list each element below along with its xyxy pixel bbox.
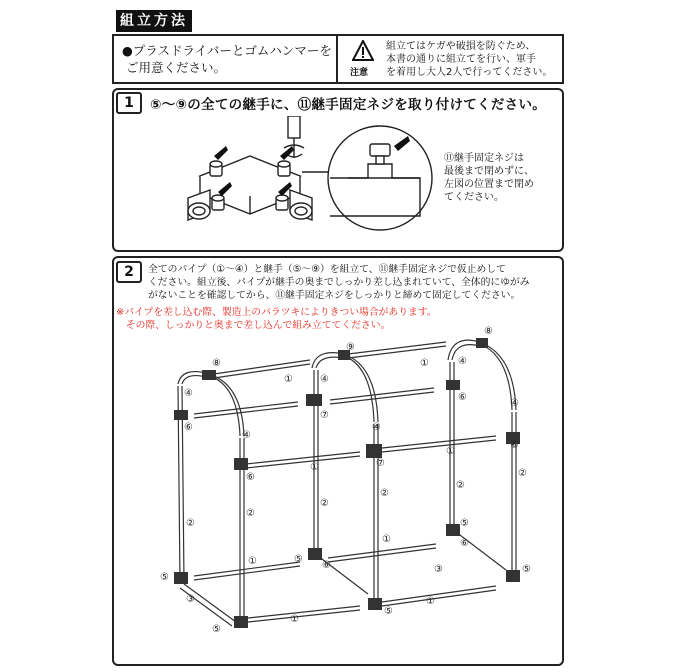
step1-note-line-3: 左図の位置まで閉め: [444, 179, 534, 190]
preparation-text: [122, 42, 332, 76]
label-n5-d: ⑤: [522, 564, 531, 575]
step2-number: 2: [116, 261, 142, 283]
label-n2-f: ②: [518, 468, 527, 479]
step1-note: [444, 152, 562, 204]
preparation-line-1: ●プラスドライバーとゴムハンマーを: [122, 43, 332, 58]
caution-label: 注意: [350, 68, 369, 78]
label-n4-b: ④: [458, 356, 467, 367]
label-n2-e: ②: [456, 480, 465, 491]
step1-number: 1: [116, 92, 142, 114]
label-n3-b: ③: [434, 564, 443, 575]
warning-triangle-icon: [352, 40, 374, 62]
label-n6-c: ⑥: [246, 472, 255, 483]
label-n4-f: ④: [372, 422, 381, 433]
caution-text: [386, 40, 562, 79]
label-n1-f: ①: [382, 534, 391, 545]
caution-line-1: 組立てはケガや破損を防ぐため、: [386, 41, 536, 52]
label-n4-e: ④: [242, 430, 251, 441]
label-n5-e: ⑤: [384, 606, 393, 617]
label-n1-h: ①: [426, 596, 435, 607]
label-n6-d: ⑥: [510, 440, 519, 451]
label-n1-c: ①: [310, 462, 319, 473]
frame-assembly-diagram: [150, 326, 540, 656]
step1-note-line-1: ⑪継手固定ネジは: [444, 153, 524, 164]
label-n6-f: ⑥: [460, 538, 469, 549]
step1-title: ⑤～⑨の全ての継手に、⑪継手固定ネジを取り付けてください。: [150, 97, 547, 113]
preparation-line-2: ご用意ください。: [126, 60, 227, 75]
label-n5-a: ⑤: [160, 572, 169, 583]
label-n6-a: ⑥: [184, 422, 193, 433]
preparation-divider: [336, 34, 338, 84]
label-n1-d: ①: [446, 446, 455, 457]
step2-line-3: がないことを確認してから、⑪継手固定ネジをしっかりと締めて固定してください。: [148, 290, 521, 301]
label-n4-d: ④: [510, 398, 519, 409]
label-n2-b: ②: [246, 508, 255, 519]
step1-note-line-4: てください。: [444, 192, 504, 203]
label-n9: ⑨: [346, 342, 355, 353]
label-n6-b: ⑥: [458, 392, 467, 403]
section-title: 組立方法: [116, 10, 192, 32]
label-n1-a: ①: [284, 374, 293, 385]
label-n4-c: ④: [184, 388, 193, 399]
step2-line-1: 全てのパイプ（①～④）と継手（⑤～⑨）を組立て、⑪継手固定ネジで仮止めして: [148, 264, 506, 275]
label-n6-e: ⑥: [322, 560, 331, 571]
step1-note-line-2: 最後まで閉めずに、: [444, 166, 534, 177]
step2-instructions: [148, 263, 560, 302]
step2-line-2: ください。組立後、パイプが継手の奥までしっかり差し込まれていて、全体的にゆがみ: [148, 277, 530, 288]
step1-joint-illustration: [180, 116, 450, 250]
step2-warning-line-1: ※パイプを差し込む際、製造上のバラツキによりきつい場合があります。: [116, 307, 437, 318]
label-n7-a: ⑦: [320, 410, 329, 421]
label-n1-b: ①: [420, 358, 429, 369]
label-n7-b: ⑦: [376, 458, 385, 469]
caution-line-2: 本書の通りに組立てを行い、軍手: [386, 54, 536, 65]
label-n2-d: ②: [380, 488, 389, 499]
label-n3-a: ③: [186, 594, 195, 605]
label-n5-f: ⑤: [212, 624, 221, 635]
label-n8-b: ⑧: [484, 326, 493, 337]
label-n2-a: ②: [186, 518, 195, 529]
label-n8-a: ⑧: [212, 358, 221, 369]
label-n2-c: ②: [320, 498, 329, 509]
label-n1-e: ①: [248, 556, 257, 567]
caution-line-3: を着用し大人2人で行ってください。: [386, 67, 553, 78]
label-n1-g: ①: [290, 614, 299, 625]
label-n5-b: ⑤: [294, 554, 303, 565]
step2-warning-line-2: その際、しっかりと奥まで差し込んで組み立ててください。: [116, 320, 391, 331]
label-n5-c: ⑤: [460, 518, 469, 529]
label-n4-a: ④: [320, 374, 329, 385]
